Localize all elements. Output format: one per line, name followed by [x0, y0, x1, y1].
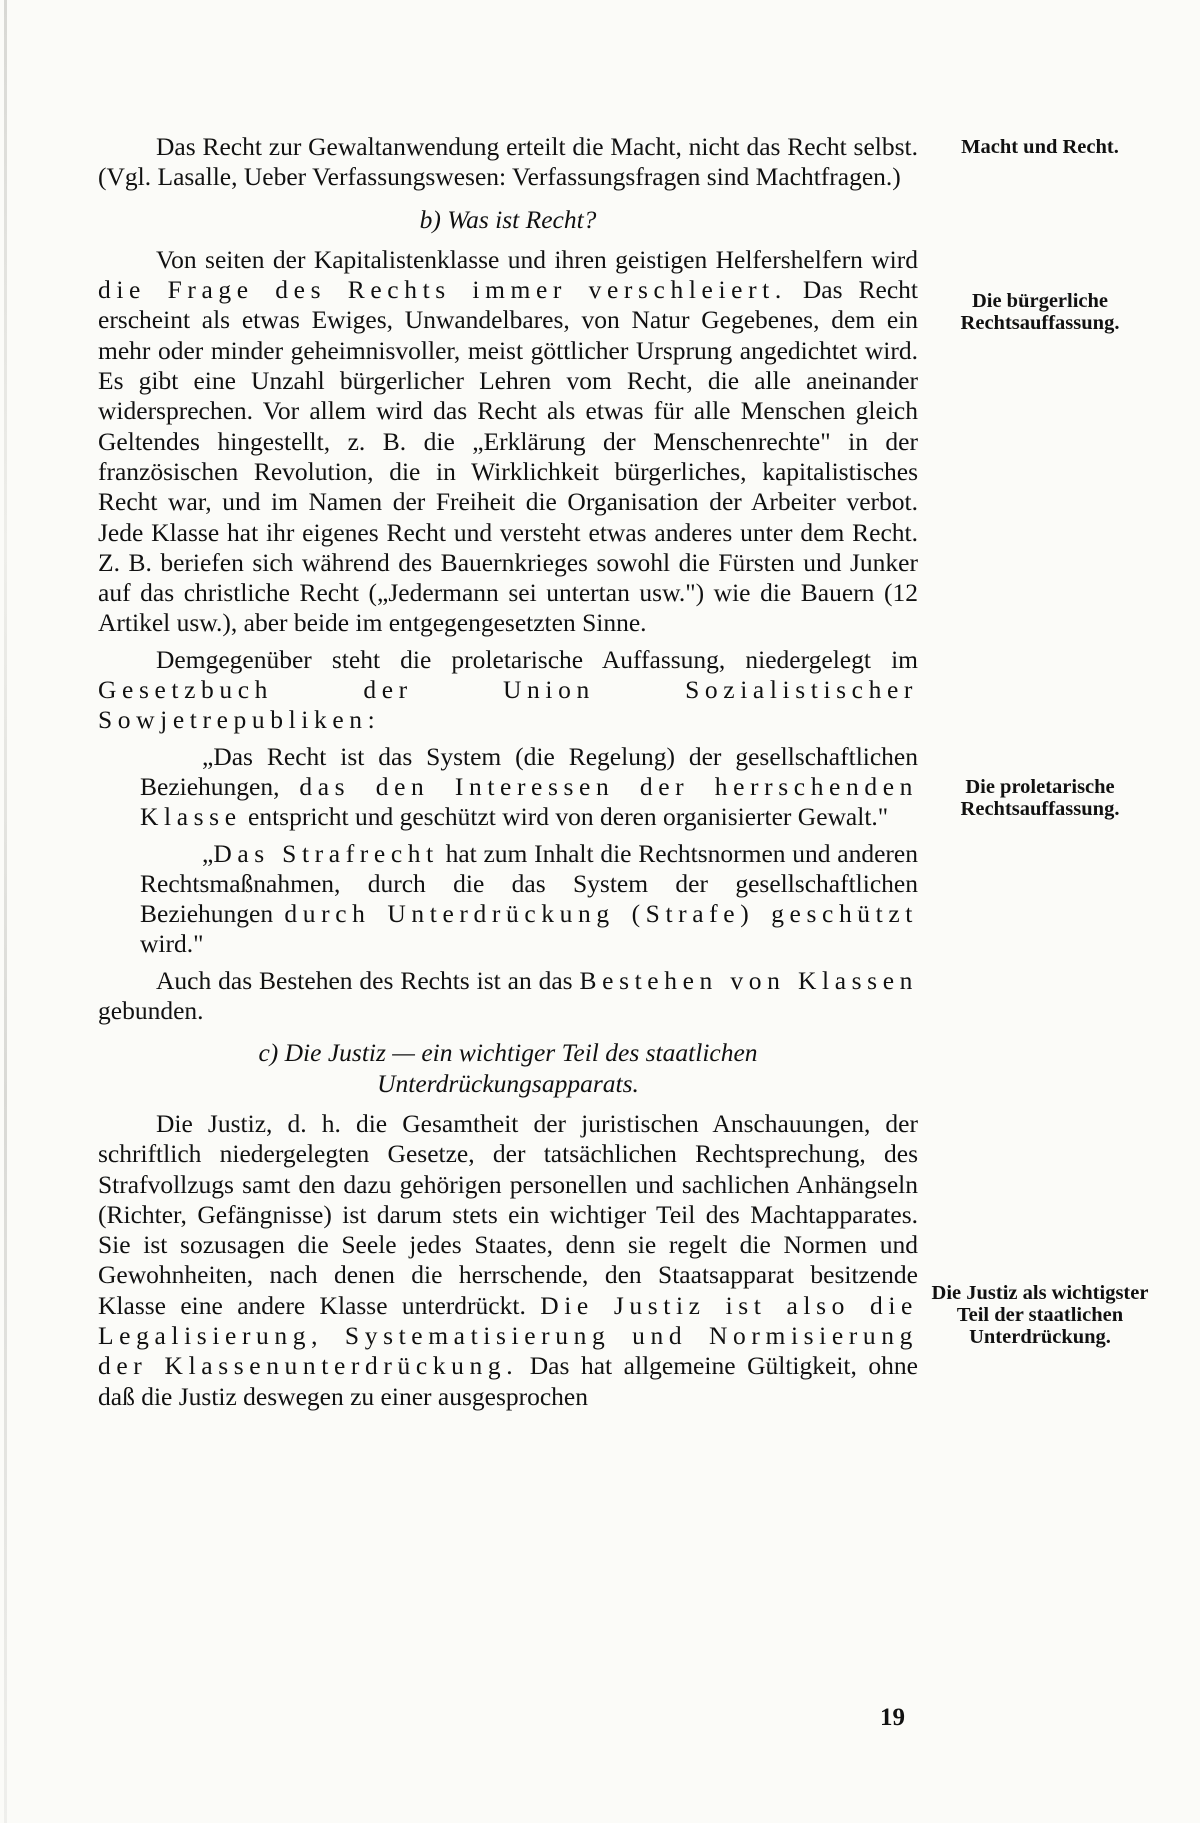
quote-recht: „Das Recht ist das System (die Regelung) der gesellschaftlichen Beziehungen, das den Interessen der herrschenden Klasse entspricht und geschützt wird von deren organisierter Gewalt."	[140, 741, 918, 832]
paragraph-proletarisch: Demgegenüber steht die proletarische Auffassung, niedergelegt im Gesetzbuch der Union Sozialistischer Sowjetrepubliken:	[98, 644, 918, 735]
paragraph-macht: Das Recht zur Gewaltanwendung erteilt die Macht, nicht das Recht selbst. (Vgl. Lasalle, Ueber Verfassungswesen: Verfassungsfragen sind Machtfragen.)	[98, 132, 918, 192]
paragraph-buergerlich: Von seiten der Kapitalistenklasse und ihren geistigen Helfershelfern wird die Frage des Rechts immer verschleiert. Das Recht erscheint als etwas Ewiges, Unwandelbares, von Natur Gegebenes, dem ein mehr oder minder geheimnisvoller, meist göttlicher Ursprung angedichtet wird. Es gibt eine Unzahl bürgerlicher Lehren vom Recht, die alle aneinander widersprechen. Vor allem wird das Recht als etwas für alle Menschen gleich Geltendes hingestellt, z. B. die „Erklärung der Menschenrechte" in der französischen Revolution, die in Wirklichkeit bürgerliches, kapitalistisches Recht war, und im Namen der Freiheit die Organisation der Arbeiter verbot. Jede Klasse hat ihr eigenes Recht und versteht etwas anderes unter dem Recht. Z. B. beriefen sich während des Bauernkrieges sowohl die Fürsten und Junker auf das christliche Recht („Jedermann sei untertan usw.") wie die Bauern (12 Artikel usw.), aber beide im entgegengesetzten Sinne.	[98, 244, 918, 638]
paragraph-bestehen: Auch das Bestehen des Rechts ist an das Bestehen von Klassen gebunden.	[98, 965, 919, 1026]
main-text	[98, 132, 918, 1412]
sidenote-justiz: Die Justiz als wichtigster Teil der staatlichen Unterdrückung.	[931, 1282, 1149, 1348]
quote-block	[140, 742, 918, 960]
sidenote-buergerlich: Die bürgerliche Rechtsauffassung.	[960, 290, 1120, 334]
page-number: 19	[880, 1704, 905, 1731]
sidenote-proletarisch: Die proletarische Rechtsauffassung.	[960, 776, 1120, 820]
page-edge	[4, 0, 7, 1823]
section-heading-b: b) Was ist Recht?	[419, 204, 597, 234]
quote-strafrecht: „Das Strafrecht hat zum Inhalt die Rechtsnormen und anderen Rechtsmaßnahmen, durch die das System der gesellschaftlichen Beziehungen durch Unterdrückung (Strafe) geschützt wird."	[140, 838, 918, 959]
sidenote-macht: Macht und Recht.	[961, 136, 1119, 158]
section-heading-c: c) Die Justiz — ein wichtiger Teil des staatlichen Unterdrückungsapparats.	[258, 1038, 758, 1098]
paragraph-justiz: Die Justiz, d. h. die Gesamtheit der juristischen Anschauungen, der schriftlich niedergelegten Gesetze, der tatsächlichen Rechtsprechung, des Strafvollzugs samt den dazu gehörigen personellen und sachlichen Anhängseln (Richter, Gefängnisse) ist darum stets ein wichtiger Teil des Machtapparates. Sie ist sozusagen die Seele jedes Staates, denn sie regelt die Normen und Gewohnheiten, nach denen die herrschende, den Staatsapparat besitzende Klasse eine andere Klasse unterdrückt. Die Justiz ist also die Legalisierung, Systematisierung und Normisierung der Klassenunterdrückung. Das hat allgemeine Gültigkeit, ohne daß die Justiz deswegen zu einer ausgesprochen	[98, 1108, 918, 1411]
